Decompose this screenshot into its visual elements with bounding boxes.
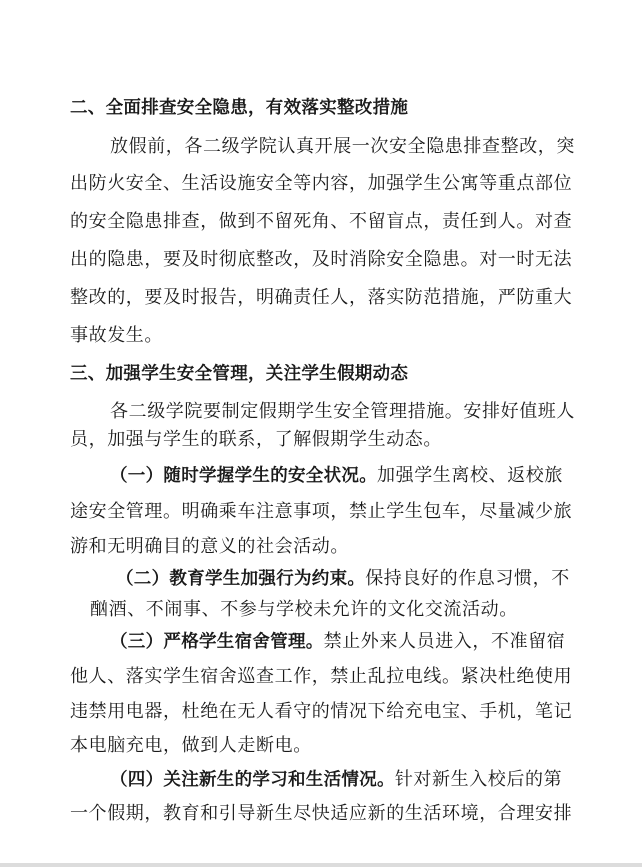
subsection-text: 加强学生离校、返校旅 — [377, 465, 563, 486]
subsection-item-2 — [116, 567, 642, 591]
subsection-title: （三）严格学生宿舍管理。 — [110, 632, 324, 652]
paragraph-line: 出防火安全、生活设施安全等内容，加强学生公寓等重点部位 — [70, 173, 573, 194]
page-bottom-divider — [0, 863, 642, 867]
paragraph-line: 员，加强与学生的联系，了解假期学生动态。 — [70, 429, 442, 450]
paragraph-line: 他人、落实学生宿舍巡查工作，禁止乱拉电线。紧决杜绝使用 — [70, 666, 573, 687]
subsection-text: 禁止外来人员进入，不准留宿 — [323, 631, 566, 652]
paragraph-line: 放假前，各二级学院认真开展一次安全隐患排查整改，突 — [110, 136, 575, 157]
paragraph-line: 出的隐患，要及时彻底整改，及时消除安全隐患。对一时无法 — [70, 249, 573, 270]
subsection-item-1 — [110, 464, 642, 488]
section-heading-3: 三、加强学生安全管理，关注学生假期动态 — [70, 364, 409, 384]
section-heading-2: 二、全面排查安全隐患，有效落实整改措施 — [70, 98, 409, 118]
subsection-item-4 — [110, 768, 642, 792]
subsection-item-3 — [110, 630, 642, 654]
subsection-text: 针对新生入校后的第 — [394, 769, 563, 790]
paragraph-line: 的安全隐患排查，做到不留死角、不留盲点，责任到人。对查 — [70, 211, 573, 232]
paragraph-line: 途安全管理。明确乘车注意事项，禁止学生包车，尽量减少旅 — [70, 501, 573, 522]
paragraph-line: 违禁用电器，杜绝在无人看守的情况下给充电宝、手机，笔记 — [70, 701, 573, 722]
subsection-title: （二）教育学生加强行为约束。 — [116, 569, 366, 589]
paragraph-line: 各二级学院要制定假期学生安全管理措施。安排好值班人 — [110, 401, 575, 422]
paragraph-line: 一个假期，教育和引导新生尽快适应新的生活环境，合理安排 — [70, 803, 573, 824]
paragraph-line: 整改的，要及时报告，明确责任人，落实防范措施，严防重大 — [70, 287, 573, 308]
subsection-title: （四）关注新生的学习和生活情况。 — [110, 770, 395, 790]
paragraph-line: 本电脑充电，做到人走断电。 — [70, 735, 312, 756]
subsection-text: 保持良好的作息习惯，不 — [365, 568, 570, 589]
paragraph-line: 酗酒、不闹事、不参与学校未允许的文化交流活动。 — [90, 599, 518, 620]
paragraph-line: 事故发生。 — [70, 325, 163, 346]
subsection-title: （一）随时学握学生的安全状况。 — [110, 466, 377, 486]
paragraph-line: 游和无明确目的意义的社会活动。 — [70, 536, 349, 557]
